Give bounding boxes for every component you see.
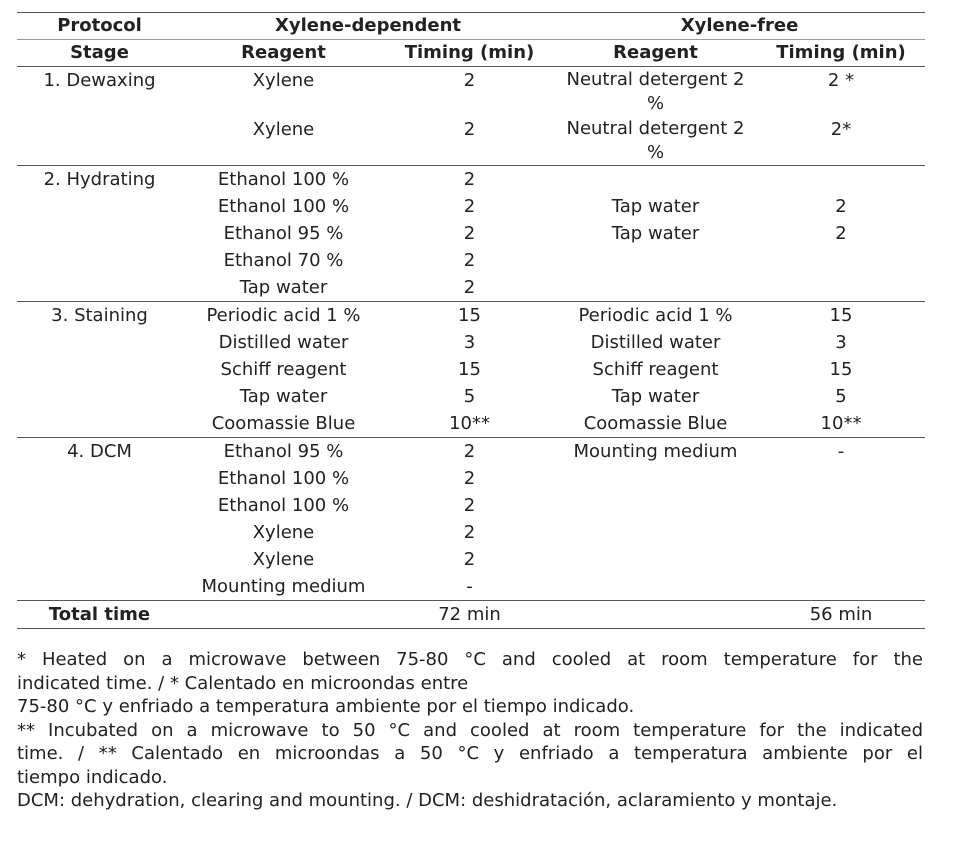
free-time: - — [757, 438, 925, 466]
free-time — [757, 166, 925, 194]
total-dep: 72 min — [385, 601, 554, 629]
free-reagent — [554, 519, 757, 546]
footnote-line: tiempo indicado. — [17, 766, 168, 788]
dep-reagent: Tap water — [239, 277, 328, 298]
free-reagent: Periodic acid 1 % — [554, 302, 757, 330]
dep-time: 2 — [463, 549, 476, 570]
dep-reagent: Periodic acid 1 % — [182, 302, 385, 330]
free-time — [757, 274, 925, 302]
header-timing-dep: Timing (min) — [385, 40, 554, 67]
table-row — [17, 492, 925, 519]
free-reagent: Mounting medium — [554, 438, 757, 466]
dep-time: - — [466, 576, 473, 597]
header-xylene-free: Xylene-free — [554, 13, 925, 40]
free-time: 2 * — [757, 67, 925, 117]
free-time — [757, 465, 925, 492]
free-time: 10** — [820, 413, 862, 434]
table-row — [17, 438, 925, 466]
free-reagent: Distilled water — [590, 332, 721, 353]
free-reagent: Coomassie Blue — [583, 413, 728, 434]
free-reagent: Neutral detergent 2 % — [566, 118, 745, 163]
stage-name: 2. Hydrating — [17, 166, 182, 194]
free-time: 5 — [835, 386, 847, 407]
free-time: 2* — [830, 119, 852, 140]
footnotes — [17, 648, 923, 813]
table-row — [17, 193, 925, 220]
footnote-line: time. / ** Calentado en microondas a 50 °C y enfriado a temperatura ambiente por el — [17, 743, 923, 764]
free-reagent — [554, 546, 757, 573]
dep-reagent: Schiff reagent — [220, 359, 347, 380]
dep-reagent: Ethanol 100 % — [217, 495, 350, 516]
free-time — [757, 247, 925, 274]
dep-reagent: Xylene — [252, 119, 315, 140]
table-row — [17, 329, 925, 356]
table-row — [17, 465, 925, 492]
table-row — [17, 410, 925, 438]
footnote-line: DCM: dehydration, clearing and mounting. / DCM: deshidratación, aclaramiento y montaje. — [17, 790, 838, 811]
footnote-line: ** Incubated on a microwave to 50 °C and cooled at room temperature for the indicated — [17, 719, 923, 741]
dep-reagent: Ethanol 95 % — [223, 223, 344, 244]
footnote-line: 75-80 °C y enfriado a temperatura ambiente por el tiempo indicado. — [17, 696, 635, 717]
dep-reagent: Ethanol 70 % — [223, 250, 344, 271]
stage-name: 4. DCM — [17, 438, 182, 466]
table-row — [17, 573, 925, 601]
dep-time: 2 — [463, 468, 476, 489]
dep-time: 2 — [463, 119, 476, 140]
free-time: 3 — [835, 332, 847, 353]
dep-time: 10** — [449, 413, 490, 434]
dep-time: 2 — [463, 250, 476, 271]
header-reagent-free: Reagent — [554, 40, 757, 67]
table-body — [17, 67, 925, 629]
free-reagent: Tap water — [611, 196, 700, 217]
dep-time: 2 — [463, 522, 476, 543]
table-row — [17, 519, 925, 546]
header-protocol: Protocol — [17, 13, 182, 40]
free-reagent — [554, 247, 757, 274]
free-time — [757, 492, 925, 519]
free-reagent — [554, 492, 757, 519]
free-reagent: Neutral detergent 2 % — [554, 67, 757, 117]
total-row — [17, 601, 925, 629]
free-time — [757, 546, 925, 573]
stage-name: 3. Staining — [17, 302, 182, 330]
table-row — [17, 166, 925, 194]
table-row — [17, 274, 925, 302]
free-reagent — [554, 573, 757, 601]
footnote-line: indicated time. / * Calentado en microondas entre — [17, 672, 469, 694]
dep-time: 2 — [463, 196, 476, 217]
dep-reagent: Coomassie Blue — [211, 413, 356, 434]
dep-time: 2 — [385, 67, 554, 117]
dep-reagent: Xylene — [182, 67, 385, 117]
free-time: 15 — [829, 359, 853, 380]
table-row — [17, 356, 925, 383]
dep-time: 2 — [385, 166, 554, 194]
dep-time: 2 — [463, 495, 476, 516]
table-row — [17, 546, 925, 573]
dep-reagent: Tap water — [239, 386, 328, 407]
header-reagent-dep: Reagent — [182, 40, 385, 67]
dep-time: 2 — [463, 223, 476, 244]
free-reagent: Schiff reagent — [592, 359, 719, 380]
footnote-line: * Heated on a microwave between 75-80 °C and cooled at room temperature for the — [17, 649, 923, 670]
header-timing-free: Timing (min) — [757, 40, 925, 67]
dep-reagent: Ethanol 95 % — [182, 438, 385, 466]
free-reagent: Tap water — [611, 386, 700, 407]
header-row-sub — [17, 40, 925, 67]
free-reagent: Tap water — [611, 223, 700, 244]
dep-time: 2 — [463, 277, 476, 298]
total-label: Total time — [17, 601, 182, 629]
table-row — [17, 383, 925, 410]
stage-name: 1. Dewaxing — [17, 67, 182, 117]
dep-reagent: Xylene — [252, 549, 315, 570]
dep-reagent: Ethanol 100 % — [182, 166, 385, 194]
table-row — [17, 220, 925, 247]
table-row — [17, 116, 925, 166]
dep-reagent: Distilled water — [218, 332, 349, 353]
header-stage: Stage — [17, 40, 182, 67]
dep-time: 15 — [385, 302, 554, 330]
free-time: 2 — [835, 223, 847, 244]
dep-reagent: Ethanol 100 % — [217, 468, 350, 489]
free-time — [757, 573, 925, 601]
header-row-top — [17, 13, 925, 40]
dep-time: 2 — [385, 438, 554, 466]
header-xylene-dependent: Xylene-dependent — [182, 13, 554, 40]
free-time: 15 — [757, 302, 925, 330]
free-reagent — [554, 274, 757, 302]
table-row — [17, 302, 925, 330]
dep-time: 3 — [463, 332, 476, 353]
free-time — [757, 519, 925, 546]
free-time: 2 — [835, 196, 847, 217]
free-reagent — [554, 465, 757, 492]
dep-reagent: Mounting medium — [201, 576, 366, 597]
free-reagent — [554, 166, 757, 194]
table-row — [17, 247, 925, 274]
dep-time: 15 — [458, 359, 481, 380]
dep-reagent: Ethanol 100 % — [217, 196, 350, 217]
protocol-table — [17, 12, 925, 629]
table-row — [17, 67, 925, 117]
dep-time: 5 — [463, 386, 476, 407]
dep-reagent: Xylene — [252, 522, 315, 543]
total-free: 56 min — [757, 601, 925, 629]
